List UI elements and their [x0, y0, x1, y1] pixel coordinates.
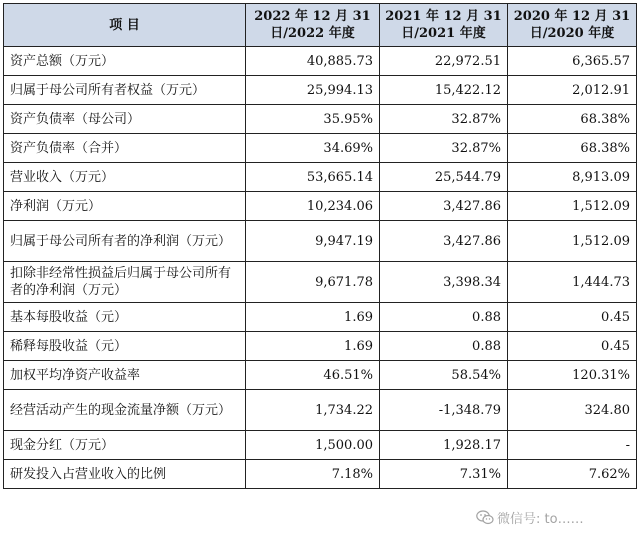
row-label: 基本每股收益（元）: [4, 303, 246, 332]
cell-2021: 32.87%: [380, 105, 508, 134]
cell-2022: 46.51%: [246, 361, 380, 390]
cell-2020: 324.80: [508, 390, 637, 431]
cell-2022: 34.69%: [246, 134, 380, 163]
row-label: 净利润（万元）: [4, 192, 246, 221]
table-row: [4, 47, 637, 76]
header-2022: [246, 4, 380, 47]
header-2020: [508, 4, 637, 47]
cell-2020: -: [508, 431, 637, 460]
row-label: 归属于母公司所有者的净利润（万元）: [4, 221, 246, 262]
cell-2022: 53,665.14: [246, 163, 380, 192]
cell-2020: 8,913.09: [508, 163, 637, 192]
cell-2021: 3,398.34: [380, 262, 508, 303]
row-label: 归属于母公司所有者权益（万元）: [4, 76, 246, 105]
cell-2020: 2,012.91: [508, 76, 637, 105]
row-label: 扣除非经常性损益后归属于母公司所有者的净利润（万元）: [4, 262, 246, 303]
cell-2020: 1,512.09: [508, 221, 637, 262]
cell-2020: 7.62%: [508, 460, 637, 489]
cell-2022: 7.18%: [246, 460, 380, 489]
table-row: [4, 460, 637, 489]
row-label: 研发投入占营业收入的比例: [4, 460, 246, 489]
header-item: 项 目: [4, 4, 246, 47]
table-row: [4, 192, 637, 221]
table-row: [4, 332, 637, 361]
cell-2020: 1,444.73: [508, 262, 637, 303]
header-2022-line2: 日/2022 年度: [270, 26, 355, 41]
cell-2021: 58.54%: [380, 361, 508, 390]
table-row: [4, 390, 637, 431]
cell-2022: 9,671.78: [246, 262, 380, 303]
cell-2022: 1,734.22: [246, 390, 380, 431]
cell-2020: 120.31%: [508, 361, 637, 390]
cell-2020: 1,512.09: [508, 192, 637, 221]
table-row: [4, 262, 637, 303]
cell-2021: 1,928.17: [380, 431, 508, 460]
row-label: 资产总额（万元）: [4, 47, 246, 76]
table-row: [4, 76, 637, 105]
cell-2022: 40,885.73: [246, 47, 380, 76]
cell-2021: 3,427.86: [380, 192, 508, 221]
header-2021-line1: 2021 年 12 月 31: [385, 9, 502, 24]
cell-2022: 10,234.06: [246, 192, 380, 221]
table-row: [4, 361, 637, 390]
table-row: [4, 221, 637, 262]
table-header-row: [4, 4, 637, 47]
cell-2022: 1.69: [246, 332, 380, 361]
watermark-text: 微信号: to……: [497, 512, 584, 527]
header-2021: [380, 4, 508, 47]
cell-2022: 1.69: [246, 303, 380, 332]
cell-2022: 25,994.13: [246, 76, 380, 105]
cell-2021: 32.87%: [380, 134, 508, 163]
cell-2022: 9,947.19: [246, 221, 380, 262]
cell-2020: 0.45: [508, 332, 637, 361]
table-row: [4, 431, 637, 460]
row-label: 加权平均净资产收益率: [4, 361, 246, 390]
header-2022-line1: 2022 年 12 月 31: [254, 9, 371, 24]
wechat-icon: [476, 510, 494, 525]
row-label: 经营活动产生的现金流量净额（万元）: [4, 390, 246, 431]
table-row: [4, 134, 637, 163]
cell-2021: 22,972.51: [380, 47, 508, 76]
cell-2022: 1,500.00: [246, 431, 380, 460]
row-label: 资产负债率（合并）: [4, 134, 246, 163]
table-row: [4, 105, 637, 134]
cell-2020: 6,365.57: [508, 47, 637, 76]
cell-2021: 15,422.12: [380, 76, 508, 105]
row-label: 营业收入（万元）: [4, 163, 246, 192]
wechat-watermark: [476, 508, 584, 527]
cell-2021: 3,427.86: [380, 221, 508, 262]
cell-2021: 0.88: [380, 303, 508, 332]
header-2020-line2: 日/2020 年度: [529, 26, 615, 41]
row-label: 资产负债率（母公司）: [4, 105, 246, 134]
cell-2021: -1,348.79: [380, 390, 508, 431]
cell-2022: 35.95%: [246, 105, 380, 134]
financial-data-table: [3, 3, 637, 489]
row-label: 稀释每股收益（元）: [4, 332, 246, 361]
table-row: [4, 163, 637, 192]
table-row: [4, 303, 637, 332]
cell-2020: 68.38%: [508, 105, 637, 134]
cell-2020: 0.45: [508, 303, 637, 332]
cell-2020: 68.38%: [508, 134, 637, 163]
row-label: 现金分红（万元）: [4, 431, 246, 460]
header-2020-line1: 2020 年 12 月 31: [513, 9, 631, 24]
cell-2021: 0.88: [380, 332, 508, 361]
header-2021-line2: 日/2021 年度: [401, 26, 486, 41]
cell-2021: 25,544.79: [380, 163, 508, 192]
cell-2021: 7.31%: [380, 460, 508, 489]
